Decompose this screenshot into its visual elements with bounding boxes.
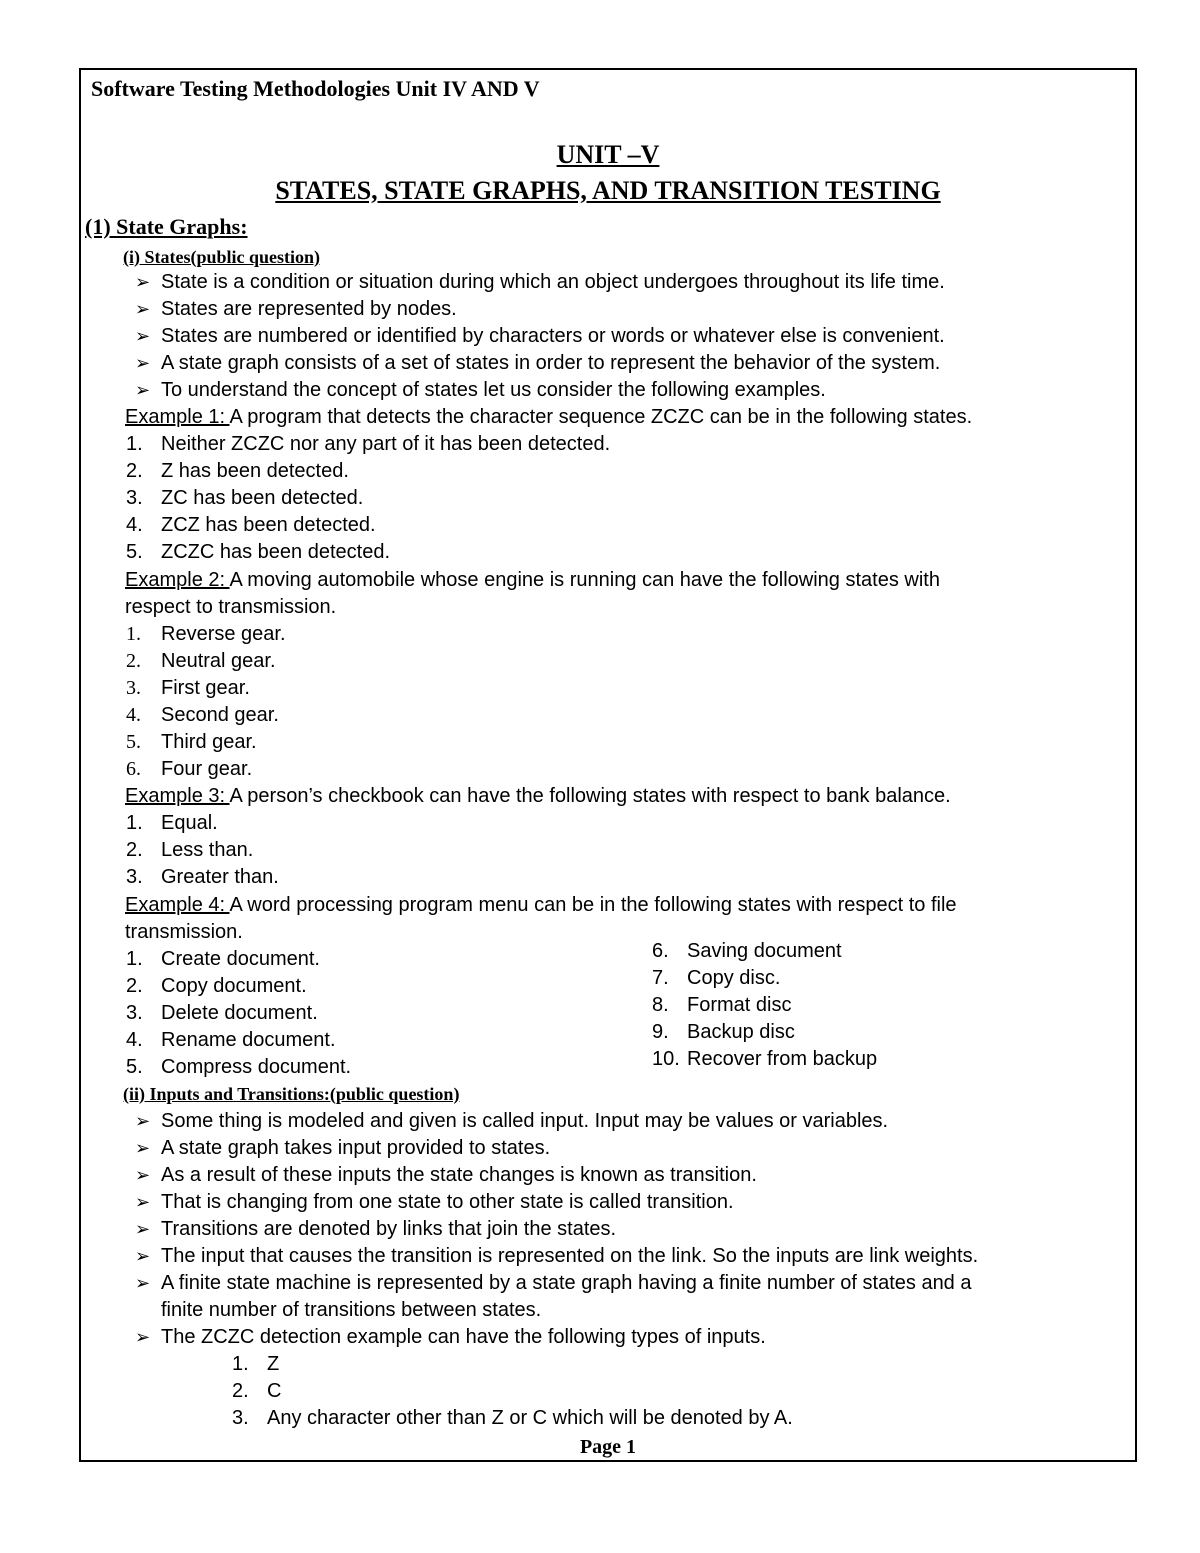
bullet-item: ➢ The input that causes the transition is represented on the link. So the inputs are link weights. xyxy=(161,1243,978,1270)
unit-subtitle: STATES, STATE GRAPHS, AND TRANSITION TESTING xyxy=(275,176,941,205)
list-item: 2. Less than. xyxy=(126,839,254,861)
section-heading: (1) State Graphs: xyxy=(85,214,248,239)
list-item: 2. Neutral gear. xyxy=(126,650,276,672)
bullet-item: ➢ State is a condition or situation during which an object undergoes throughout its life time. xyxy=(161,269,945,296)
example-text-continued: transmission. xyxy=(125,921,243,943)
bullet-item: ➢ The ZCZC detection example can have the following types of inputs. xyxy=(161,1324,766,1351)
list-item: 7. Copy disc. xyxy=(652,967,781,989)
list-item: 4. Second gear. xyxy=(126,704,279,726)
list-item: 1. Neither ZCZC nor any part of it has been detected. xyxy=(126,433,611,455)
example-2 xyxy=(125,567,940,594)
bullet-item: ➢ To understand the concept of states let us consider the following examples. xyxy=(161,377,826,404)
bullet-continuation: finite number of transitions between states. xyxy=(161,1299,542,1321)
list-item: 1. Create document. xyxy=(126,948,320,970)
bullet-item: ➢ As a result of these inputs the state changes is known as transition. xyxy=(161,1162,757,1189)
states-heading: (i) States(public question) xyxy=(123,247,321,267)
list-item: 6. Four gear. xyxy=(126,758,253,780)
page-frame xyxy=(79,68,1137,1462)
list-item: 4. ZCZ has been detected. xyxy=(126,514,376,536)
list-item: 1. Reverse gear. xyxy=(126,623,286,645)
list-item: 5. Compress document. xyxy=(126,1056,352,1078)
list-item: 1. Equal. xyxy=(126,812,218,834)
bullet-item: ➢ A finite state machine is represented by a state graph having a finite number of states and a xyxy=(161,1270,972,1297)
example-text: A program that detects the character sequence ZCZC can be in the following states. xyxy=(229,406,973,428)
list-item: 1. Z xyxy=(232,1353,280,1375)
example-3 xyxy=(125,783,951,810)
bullet-item: ➢ States are numbered or identified by characters or words or whatever else is convenient. xyxy=(161,323,945,350)
list-item: 5. Third gear. xyxy=(126,731,257,753)
bullet-item: ➢ A state graph takes input provided to states. xyxy=(161,1135,550,1162)
example-4 xyxy=(125,892,957,919)
unit-title: UNIT –V xyxy=(556,140,660,169)
list-item: 2. Z has been detected. xyxy=(126,460,349,482)
document-header: Software Testing Methodologies Unit IV AND V xyxy=(91,76,540,101)
list-item: 2. Copy document. xyxy=(126,975,307,997)
list-item: 3. Delete document. xyxy=(126,1002,318,1024)
example-text: A moving automobile whose engine is running can have the following states with xyxy=(229,569,940,591)
example-label: Example 4: xyxy=(125,894,230,916)
list-item: 5. ZCZC has been detected. xyxy=(126,541,391,563)
list-item: 2. C xyxy=(232,1380,282,1402)
bullet-item: ➢ A state graph consists of a set of states in order to represent the behavior of the system. xyxy=(161,350,940,377)
list-item: 3. Any character other than Z or C which will be denoted by A. xyxy=(232,1407,793,1429)
bullet-item: ➢ Some thing is modeled and given is called input. Input may be values or variables. xyxy=(161,1108,888,1135)
list-item: 9. Backup disc xyxy=(652,1021,795,1043)
example-label: Example 2: xyxy=(125,569,230,591)
inputs-heading: (ii) Inputs and Transitions:(public question) xyxy=(123,1084,460,1104)
example-text: A word processing program menu can be in the following states with respect to file xyxy=(229,894,957,916)
example-1 xyxy=(125,404,972,431)
example-label: Example 1: xyxy=(125,406,230,428)
example-label: Example 3: xyxy=(125,785,230,807)
list-item: 3. First gear. xyxy=(126,677,250,699)
example-text: A person’s checkbook can have the following states with respect to bank balance. xyxy=(229,785,951,807)
bullet-item: ➢ That is changing from one state to other state is called transition. xyxy=(161,1189,734,1216)
bullet-item: ➢ States are represented by nodes. xyxy=(161,296,457,323)
list-item: 8. Format disc xyxy=(652,994,792,1016)
example-text-continued: respect to transmission. xyxy=(125,596,337,618)
list-item: 10. Recover from backup xyxy=(652,1048,878,1070)
list-item: 3. Greater than. xyxy=(126,866,279,888)
page-number: Page 1 xyxy=(579,1436,637,1458)
list-item: 3. ZC has been detected. xyxy=(126,487,364,509)
list-item: 6. Saving document xyxy=(652,940,842,962)
bullet-item: ➢ Transitions are denoted by links that join the states. xyxy=(161,1216,616,1243)
list-item: 4. Rename document. xyxy=(126,1029,336,1051)
